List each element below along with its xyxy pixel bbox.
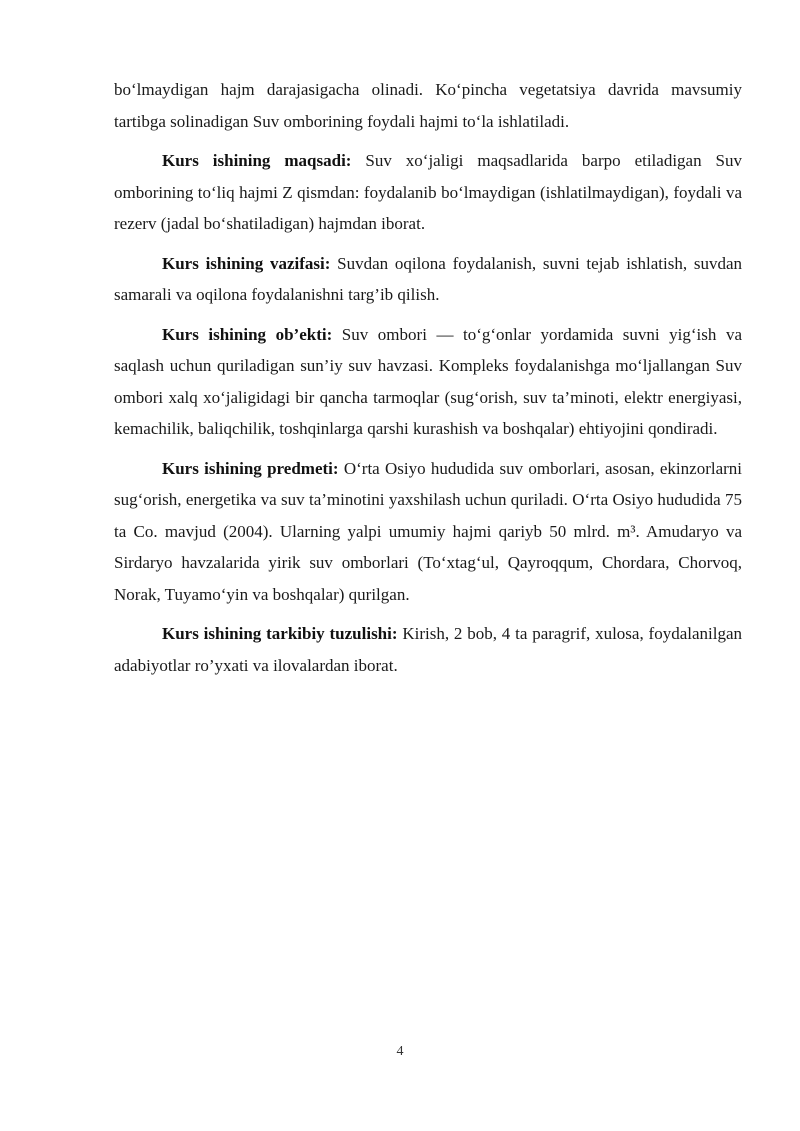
paragraph-maqsadi xyxy=(114,145,742,240)
paragraph-vazifasi xyxy=(114,248,742,311)
paragraph-continuation xyxy=(114,74,742,137)
paragraph-heading: Kurs ishining predmeti: xyxy=(162,458,339,478)
paragraph-obekti xyxy=(114,319,742,445)
paragraph-tuzulishi xyxy=(114,618,742,681)
paragraph-text: O‘rta Osiyo hududida suv omborlari, asosan, ekinzorlarni sug‘orish, energetika va suv ta’minotini yaxshilash uchun quriladi. O‘rta Osiyo hududida 75 ta Co. mavjud (2004). Ularning yalpi umumiy hajmi qariyb 50 mlrd. m³. Amudaryo va Sirdaryo havzalarida yirik suv omborlari (To‘xtag‘ul, Qayroqqum, Chordara, Chorvoq, Norak, Tuyamo‘yin va boshqalar) qurilgan. xyxy=(114,458,743,604)
paragraph-heading: Kurs ishining tarkibiy tuzulishi: xyxy=(162,624,398,643)
paragraph-text: Suvdan oqilona foydalanish, suvni tejab ishlatish, suvdan samarali va oqilona foydalanishni targ’ib qilish. xyxy=(114,253,743,304)
paragraph-text: bo‘lmaydigan hajm darajasigacha olinadi. Ko‘pincha vegetatsiya davrida mavsumiy tartibga solinadigan Suv omborining foydali hajmi to‘la ishlatiladi. xyxy=(114,80,742,131)
document-body xyxy=(114,74,742,689)
paragraph-heading: Kurs ishining maqsadi: xyxy=(162,151,352,170)
page-number: 4 xyxy=(396,1044,404,1059)
paragraph-text: Suv xo‘jaligi maqsadlarida barpo etiladigan Suv omborining to‘liq hajmi Z qismdan: foydalanib bo‘lmaydigan (ishlatilmaydigan), foydali va rezerv (jadal bo‘shatiladigan) hajmdan iborat. xyxy=(114,151,742,233)
paragraph-text: Kirish, 2 bob, 4 ta paragrif, xulosa, foydalanilgan adabiyotlar ro’yxati va ilovalardan iborat. xyxy=(114,624,742,675)
paragraph-heading: Kurs ishining ob’ekti: xyxy=(162,324,333,344)
paragraph-predmeti xyxy=(114,453,742,611)
paragraph-text: Suv ombori — to‘g‘onlar yordamida suvni yig‘ish va saqlash uchun quriladigan sun’iy suv havzasi. Kompleks foydalanishga mo‘ljallangan Suv ombori xalq xo‘jaligidagi bir qancha tarmoqlar (sug‘orish, suv ta’minoti, elektr energiyasi, kemachilik, baliqchilik, toshqinlarga qarshi kurashish va boshqalar) ehtiyojini qondiradi. xyxy=(114,324,742,438)
paragraph-heading: Kurs ishining vazifasi: xyxy=(162,253,331,273)
